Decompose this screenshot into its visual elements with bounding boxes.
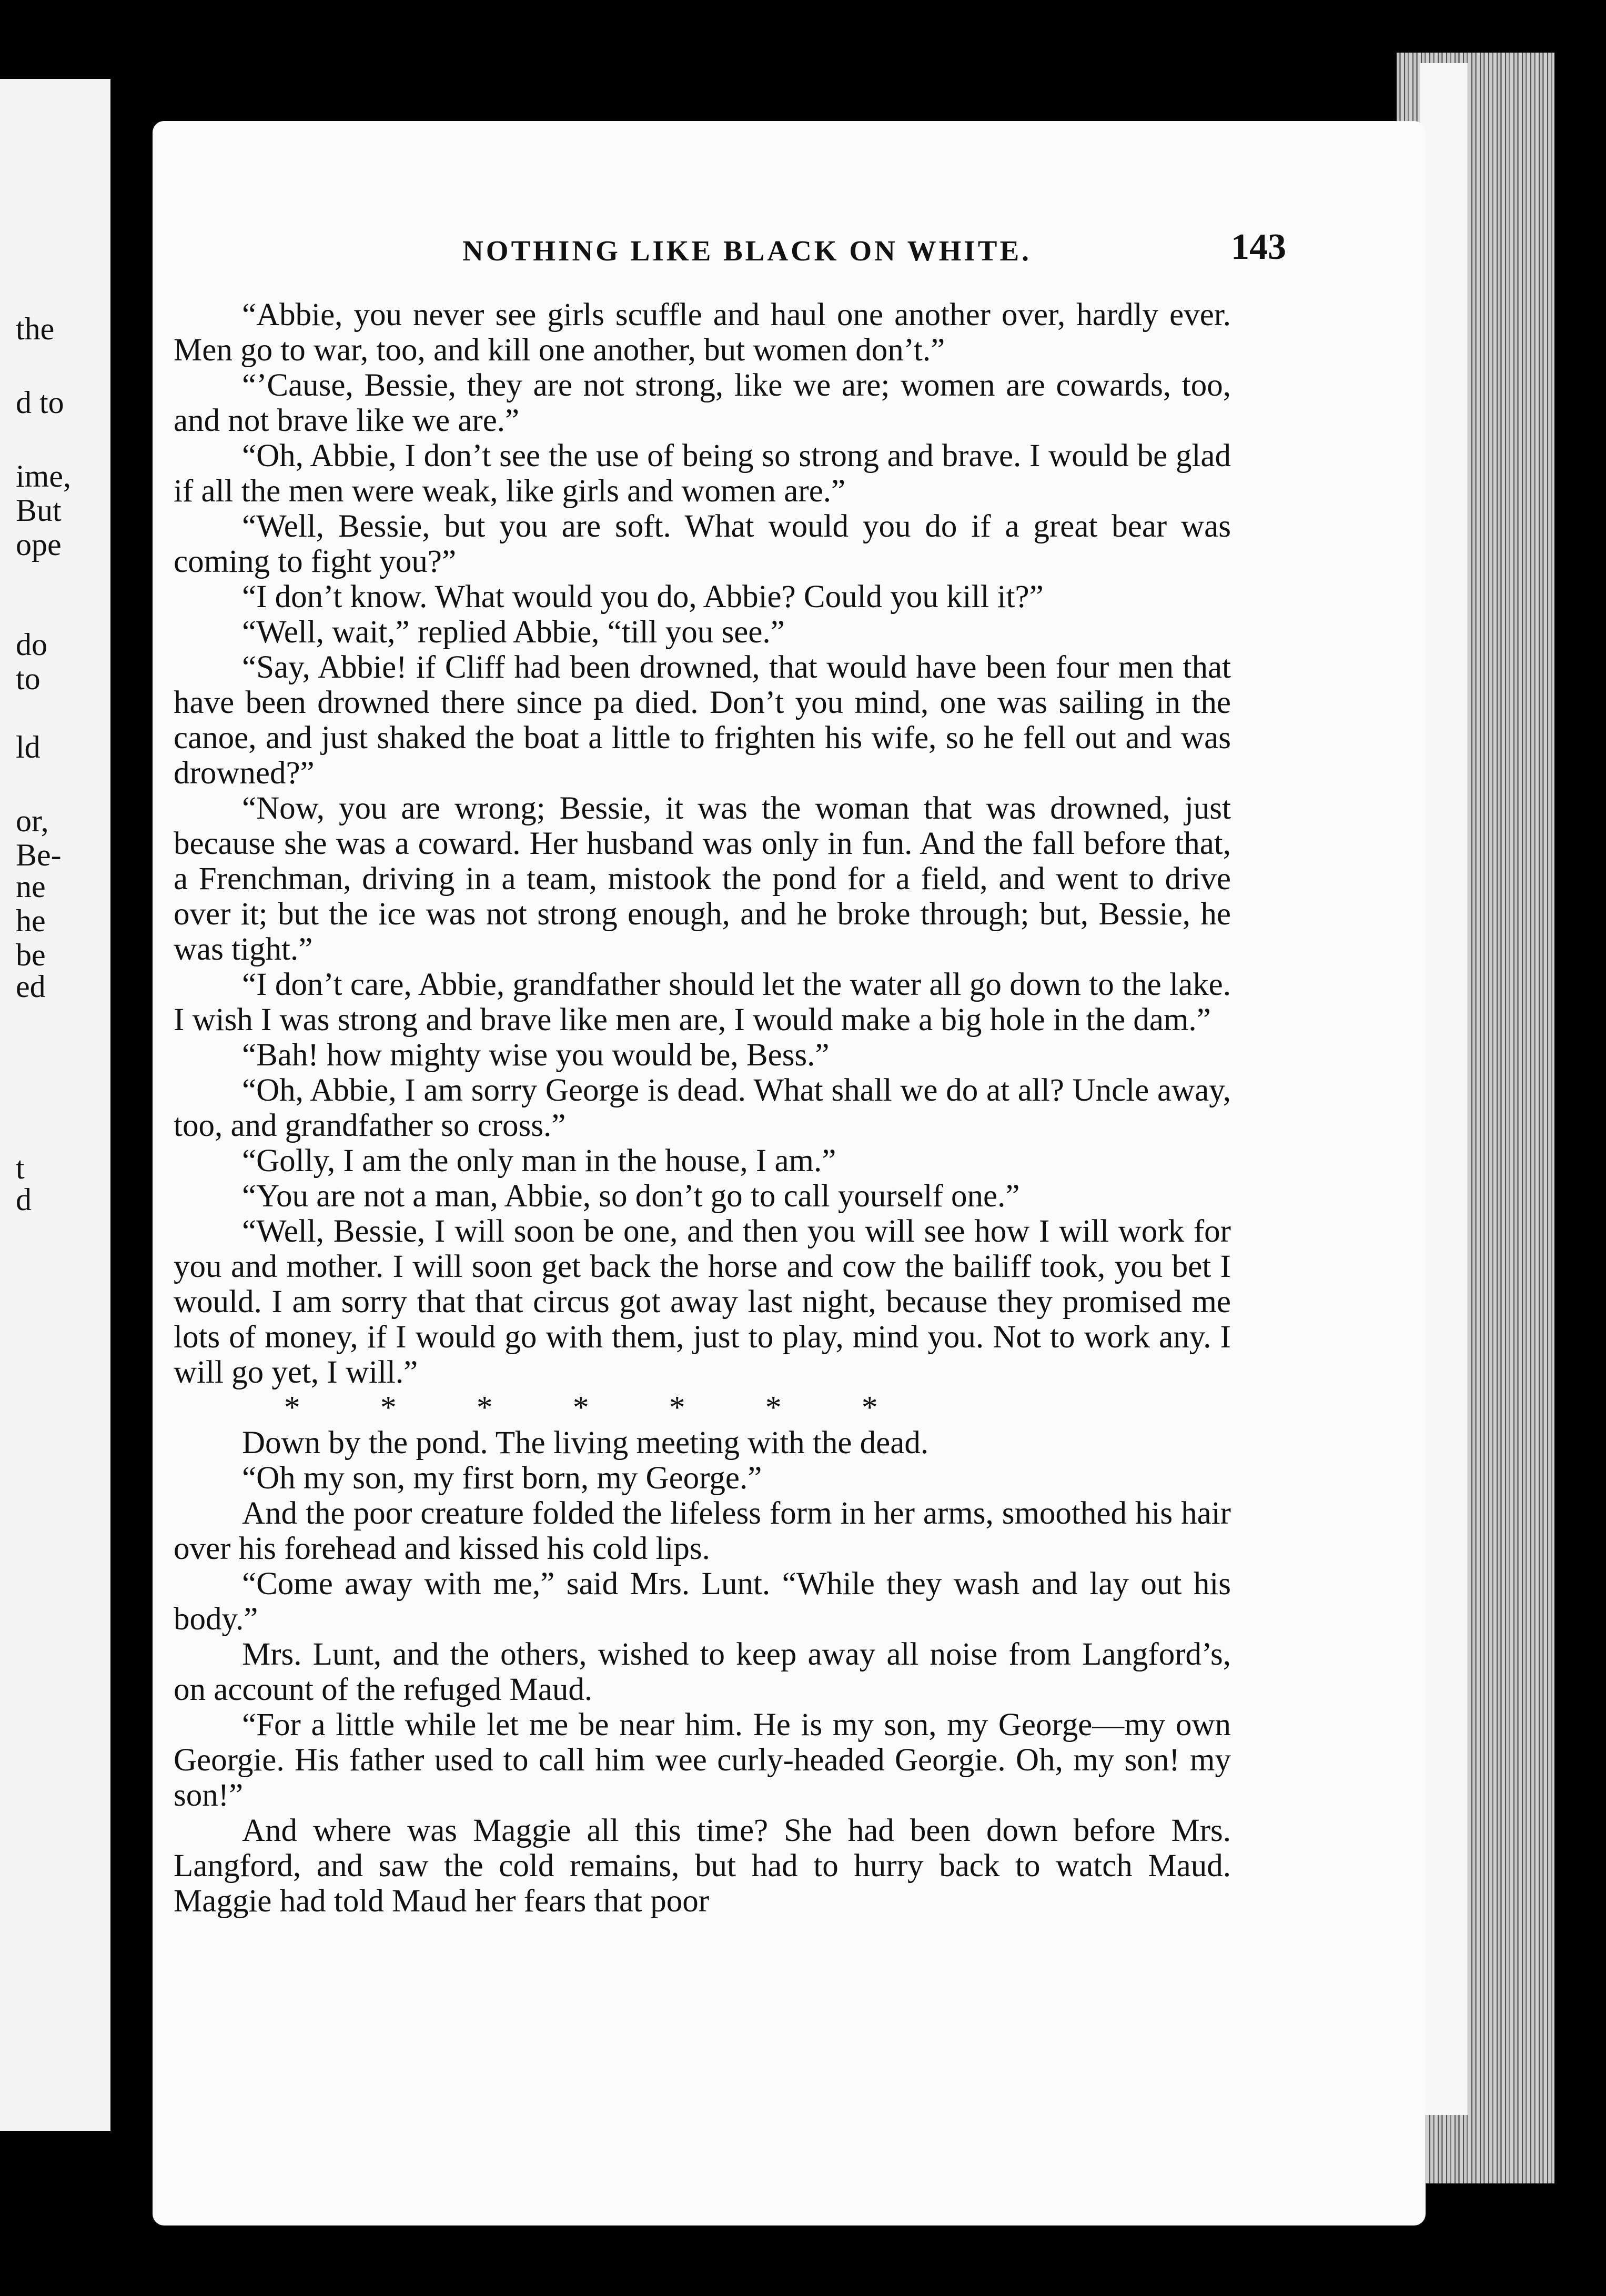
running-head: NOTHING LIKE BLACK ON WHITE.: [462, 235, 1032, 267]
facing-page-fragment: do: [16, 627, 47, 662]
page-body: [174, 297, 1231, 1919]
facing-page-fragment: to: [16, 661, 41, 696]
section-break-asterisks: * * * * * * *: [284, 1390, 878, 1425]
next-page-sliver: [1420, 63, 1468, 2115]
facing-page-fragment: the: [16, 311, 55, 346]
paragraph: “You are not a man, Abbie, so don’t go to call yourself one.”: [242, 1179, 1020, 1214]
facing-page-fragment: ld: [16, 730, 41, 764]
facing-page-fragment: he: [16, 903, 46, 938]
facing-page-fragment: d: [16, 1182, 32, 1217]
facing-page-fragment: Be-: [16, 838, 62, 872]
paragraph: And where was Maggie all this time? She had been down before Mrs. Langford, and saw the cold remains, but had to hurry back to watch Maud. Maggie had told Maud her fears that poor: [174, 1813, 1231, 1919]
paragraph: “I don’t care, Abbie, grandfather should let the water all go down to the lake. I wish I was strong and brave like men are, I would make a big hole in the dam.”: [174, 967, 1231, 1038]
facing-page-fragment: ime,: [16, 459, 71, 494]
paragraph: “Well, Bessie, but you are soft. What would you do if a great bear was coming to fight you?”: [174, 509, 1231, 579]
facing-page-fragment: be: [16, 938, 46, 972]
facing-page-fragment: d to: [16, 385, 64, 420]
paragraph: “For a little while let me be near him. He is my son, my George—my own Georgie. His father used to call him wee curly-headed Georgie. Oh, my son! my son!”: [174, 1707, 1231, 1813]
facing-page-fragment: or,: [16, 803, 49, 838]
paragraph: “Golly, I am the only man in the house, I am.”: [242, 1143, 836, 1179]
paragraph: “Come away with me,” said Mrs. Lunt. “While they wash and lay out his body.”: [174, 1566, 1231, 1637]
facing-page-strip: [0, 79, 110, 2131]
paragraph: “Now, you are wrong; Bessie, it was the woman that was drowned, just because she was a coward. Her husband was only in fun. And the fall before that, a Frenchman, driving in a team, mistook the pond for a field, and went to drive over it; but the ice was not strong enough, and he broke through; but, Bessie, he was tight.”: [174, 791, 1231, 967]
paragraph: “Abbie, you never see girls scuffle and haul one another over, hardly ever. Men go to war, too, and kill one another, but women don’t.”: [174, 297, 1231, 368]
paragraph: “I don’t know. What would you do, Abbie? Could you kill it?”: [242, 579, 1044, 615]
paragraph: “Oh, Abbie, I don’t see the use of being so strong and brave. I would be glad if all the men were weak, like girls and women are.”: [174, 438, 1231, 509]
facing-page-fragment: But: [16, 493, 62, 528]
paragraph: “Say, Abbie! if Cliff had been drowned, that would have been four men that have been drowned there since pa died. Don’t you mind, one was sailing in the canoe, and just shaked the boat a little to frighten his wife, so he fell out and was drowned?”: [174, 650, 1231, 791]
facing-page-fragment: ed: [16, 969, 46, 1004]
paragraph: “Oh, Abbie, I am sorry George is dead. What shall we do at all? Uncle away, too, and grandfather so cross.”: [174, 1073, 1231, 1143]
paragraph: “Bah! how mighty wise you would be, Bess.”: [242, 1038, 830, 1073]
paragraph: Down by the pond. The living meeting with the dead.: [242, 1425, 929, 1461]
facing-page-fragment: ope: [16, 527, 62, 562]
paragraph: “’Cause, Bessie, they are not strong, like we are; women are cowards, too, and not brave like we are.”: [174, 368, 1231, 438]
facing-page-fragment: ne: [16, 869, 46, 904]
facing-page-fragment: t: [16, 1151, 25, 1185]
paragraph: “Well, Bessie, I will soon be one, and then you will see how I will work for you and mother. I will soon get back the horse and cow the bailiff took, you bet I would. I am sorry that that circus got away last night, because they promised me lots of money, if I would go with them, just to play, mind you. Not to work any. I will go yet, I will.”: [174, 1214, 1231, 1390]
paragraph: “Well, wait,” replied Abbie, “till you see.”: [242, 615, 785, 650]
paragraph: And the poor creature folded the lifeless form in her arms, smoothed his hair over his forehead and kissed his cold lips.: [174, 1496, 1231, 1566]
page-number: 143: [1231, 227, 1286, 267]
paragraph: Mrs. Lunt, and the others, wished to keep away all noise from Langford’s, on account of the refuged Maud.: [174, 1637, 1231, 1707]
paragraph: “Oh my son, my first born, my George.”: [242, 1461, 762, 1496]
